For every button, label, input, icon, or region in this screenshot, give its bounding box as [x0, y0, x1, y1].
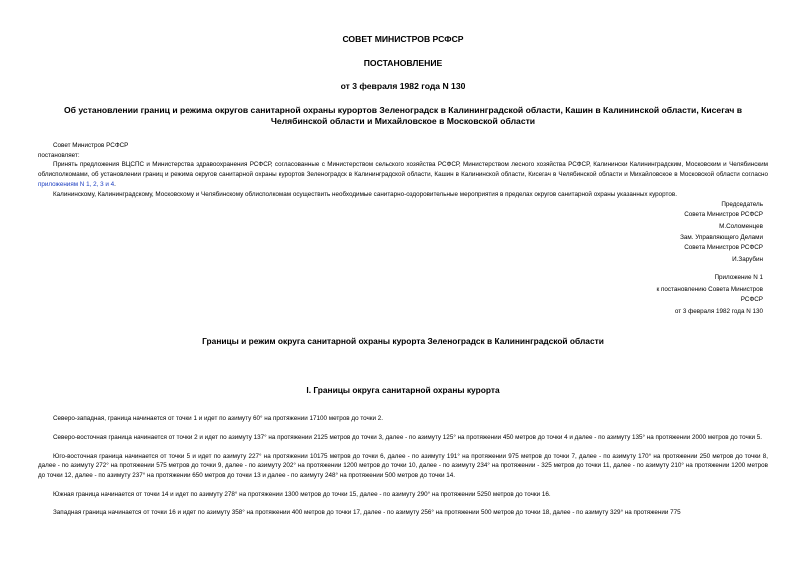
signature-line-6: И.Зарубин [732, 255, 763, 263]
appendix-line-4: от 3 февраля 1982 года N 130 [674, 307, 763, 315]
section-1-paragraph-1: Северо-западная, граница начинается от точки 1 и идет по азимуту 60° на протяжении 17100 метров до точки 2. [53, 415, 384, 423]
resolution-paragraph-1-text: Принять предложения ВЦСПС и Министерства здравоохранения РСФСР, согласованные с Министерством сельского хозяйства РСФСР, Министерством лесного хозяйства РСФСР, Калинински Калининградским, Московским и Челябинским облисполкомами, об установлении границ и режима округов санитарной охраны курортов Зеленоградск в Калининградской области, Кашин в Калининской области, Кисегач в Челябинской области и Михайловское в Московской области согласно [38, 161, 768, 179]
signature-line-4: Зам. Управляющего Делами [680, 234, 763, 242]
section-1-paragraph-5: Западная граница начинается от точки 16 и идет по азимуту 358° на протяжении 400 метров до точки 17, далее - по азимуту 256° на протяжении 500 метров до точки 18, далее - по азимуту 329° на протяжении 775 [53, 509, 681, 517]
appendix-line-1: Приложение N 1 [714, 274, 763, 282]
doc-type-heading: ПОСТАНОВЛЕНИЕ [363, 58, 443, 68]
resolution-paragraph-1-end: . [114, 180, 116, 188]
signature-line-1: Председатель [721, 201, 763, 209]
intro-council: Совет Министров РСФСР [53, 142, 129, 149]
resolution-paragraph-1 [38, 160, 768, 189]
appendix-block [38, 273, 768, 316]
section-1-paragraph-2: Северо-восточная граница начинается от точки 2 и идет по азимуту 137° на протяжении 2125 метров до точки 3, далее - по азимуту 125° на протяжении 450 метров до точки 4 и далее - по азимуту 135° на протяжении 2000 метров до точки 5. [53, 433, 763, 441]
appendix-line-3: РСФСР [740, 295, 763, 303]
issuer-heading: СОВЕТ МИНИСТРОВ РСФСР [342, 34, 464, 44]
intro-resolves: постановляет: [38, 151, 80, 159]
date-number-heading: от 3 февраля 1982 года N 130 [340, 81, 466, 91]
signature-line-2: Совета Министров РСФСР [684, 210, 763, 218]
section-1-title: I. Границы округа санитарной охраны курорта [306, 385, 500, 396]
appendices-link[interactable]: приложениям N 1, 2, 3 и 4 [38, 180, 115, 188]
document-title: Об установлении границ и режима округов санитарной охраны курортов Зеленоградск в Калининградской области, Кашин в Калининской области, Кисегач в Челябинской области и Михайловское в Московской области [63, 105, 743, 126]
section-1-paragraph-3: Юго-восточная граница начинается от точки 5 и идет по азимуту 227° на протяжении 10175 метров до точки 6, далее - по азимуту 191° на протяжении 975 метров до точки 7, далее - по азимуту 170° на протяжении 250 метров до точки 8, далее - по азимуту 272° на протяжении 575 метров до точки 9, далее - по азимуту 202° на протяжении 1200 метров до точки 10, далее - по азимуту 234° на протяжении - 325 метров до точки 11, далее - по азимуту 210° на протяжении 1200 метров до точки 12, далее - по азимуту 237° на протяжении 650 метров до точки 13 и далее - по азимуту 248° на протяжении 500 метров до точки 14. [38, 452, 768, 480]
section-1-paragraph-4: Южная граница начинается от точки 14 и идет по азимуту 278° на протяжении 1300 метров до точки 15, далее - по азимуту 290° на протяжении 5250 метров до точки 16. [53, 490, 551, 498]
appendix-title: Границы и режим округа санитарной охраны курорта Зеленоградск в Калининградской области [202, 336, 604, 347]
signature-line-3: М.Соломенцев [719, 222, 763, 230]
signature-line-5: Совета Министров РСФСР [684, 244, 763, 252]
appendix-line-2: к постановлению Совета Министров [656, 286, 763, 294]
document-page [38, 34, 768, 518]
signature-block [38, 200, 768, 264]
resolution-paragraph-2: Калининскому, Калининградскому, Московскому и Челябинскому облисполкомам осуществить необходимые санитарно-оздоровительные мероприятия в пределах округов санитарной охраны указанных курортов. [53, 190, 677, 198]
